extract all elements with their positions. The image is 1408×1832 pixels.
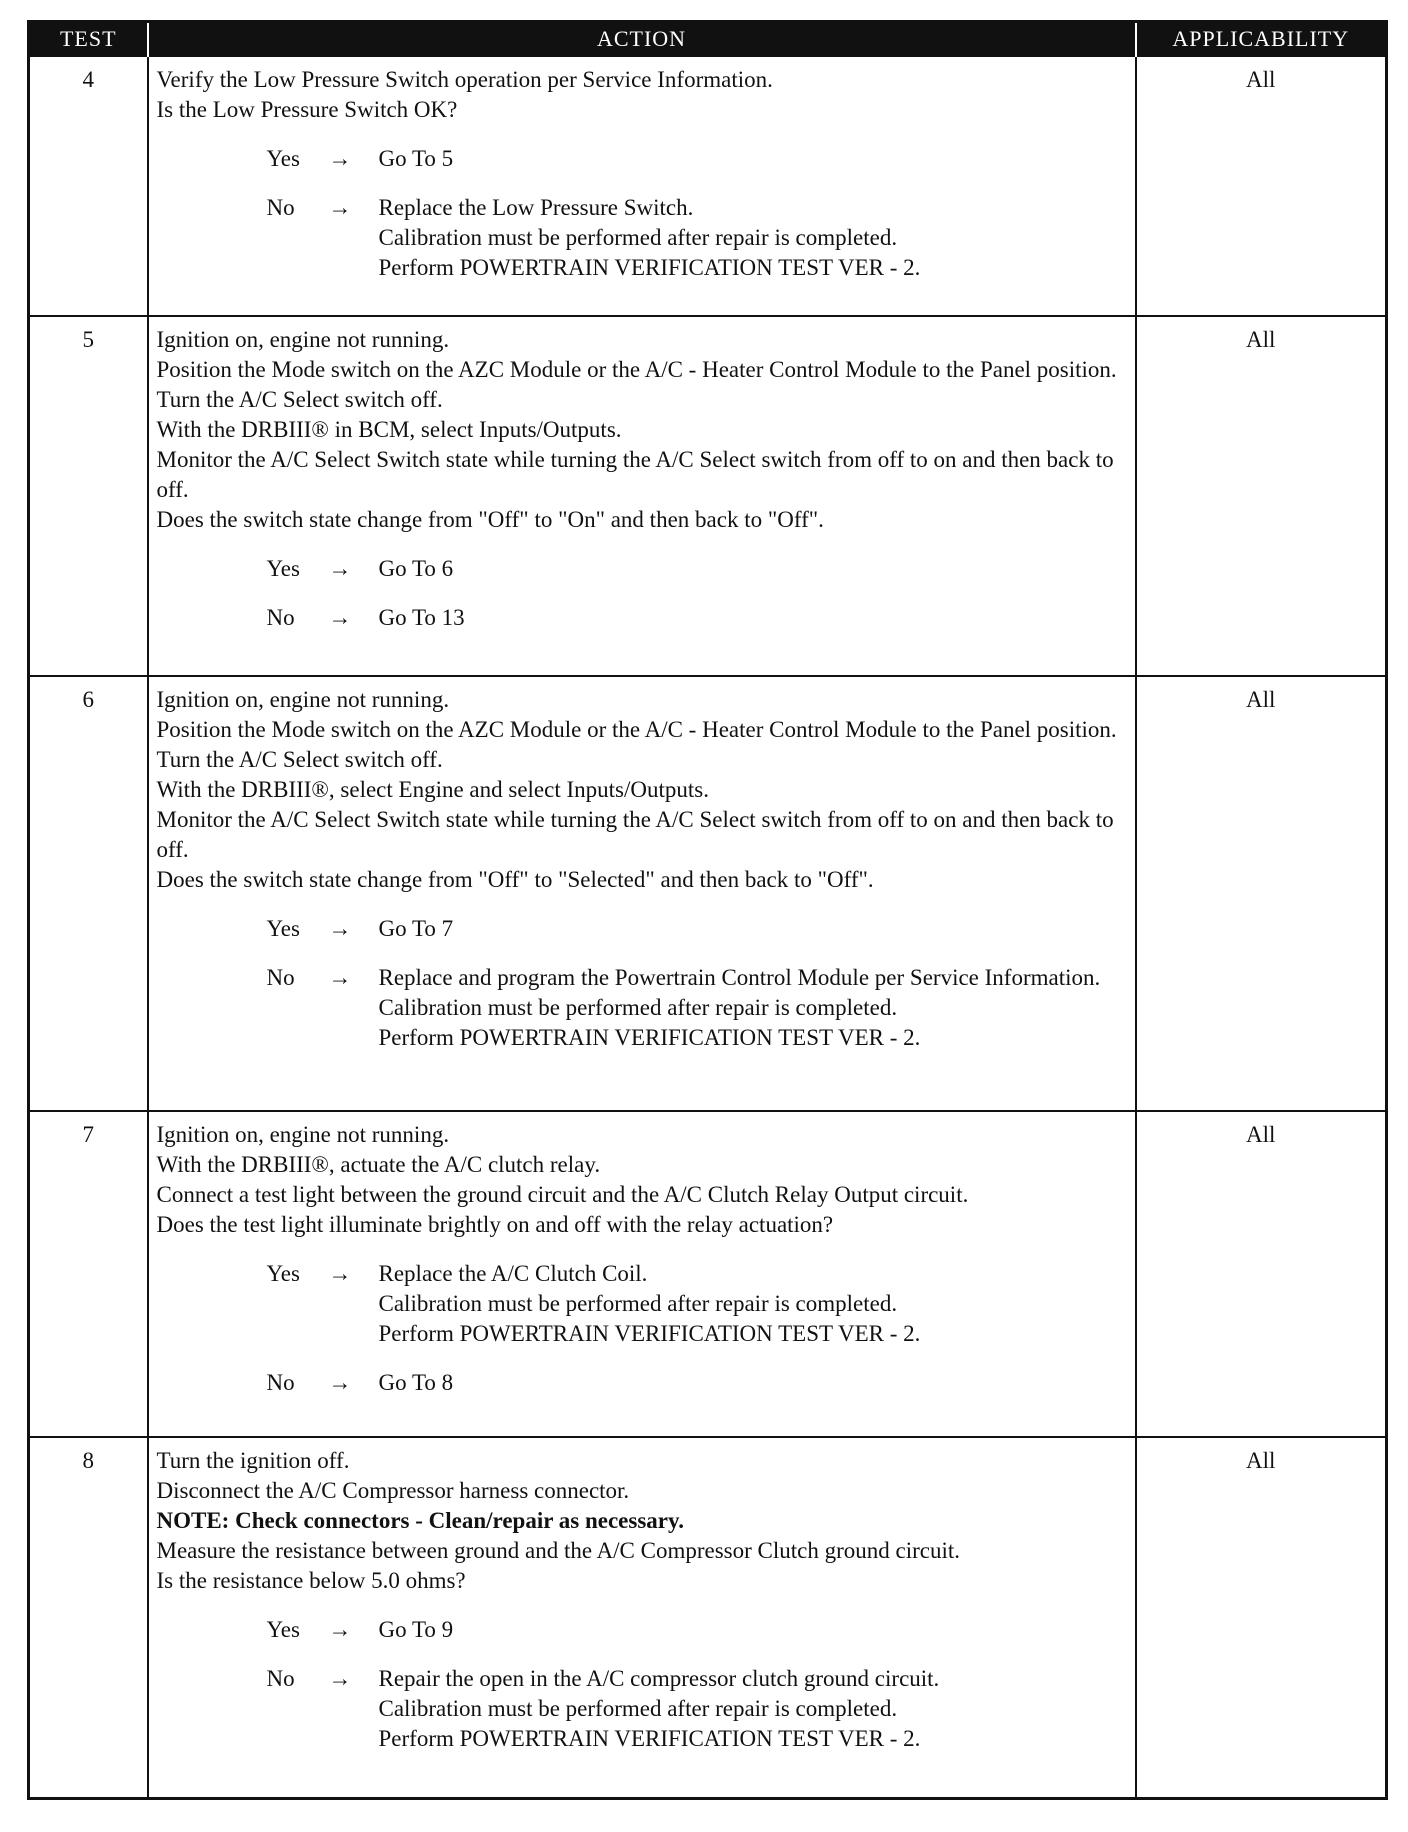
outcome-result bbox=[379, 193, 1127, 283]
action-note: NOTE: Check connectors - Clean/repair as necessary. bbox=[156, 1508, 684, 1534]
outcome-result bbox=[379, 963, 1127, 1053]
action-cell bbox=[148, 676, 1136, 1110]
action-line: Ignition on, engine not running. bbox=[156, 326, 450, 352]
outcome-line: Go To 6 bbox=[378, 555, 454, 581]
outcome-result bbox=[379, 1664, 1127, 1754]
table-body bbox=[29, 56, 1387, 1799]
outcome-line: Go To 9 bbox=[378, 1617, 454, 1643]
table-row bbox=[29, 56, 1387, 316]
outcome-line: Replace the Low Pressure Switch. bbox=[378, 195, 694, 220]
arrow-right-icon: → bbox=[328, 1666, 352, 1692]
action-line: Monitor the A/C Select Switch state while turning the A/C Select switch from off to on and then back to off. bbox=[156, 807, 1114, 863]
outcome-line: Replace the A/C Clutch Coil. bbox=[378, 1260, 648, 1286]
test-number: 4 bbox=[29, 56, 148, 316]
outcome-label: No bbox=[266, 604, 295, 630]
arrow-right-icon: → bbox=[328, 1617, 352, 1643]
applicability-cell: All bbox=[1136, 676, 1387, 1110]
outcome-result bbox=[379, 1259, 1127, 1349]
outcome-yes bbox=[267, 554, 1127, 584]
outcome-line: Replace and program the Powertrain Control Module per Service Information. bbox=[378, 965, 1101, 991]
action-line: Disconnect the A/C Compressor harness connector. bbox=[156, 1478, 630, 1504]
action-line: Turn the A/C Select switch off. bbox=[156, 386, 443, 412]
outcome-result bbox=[379, 144, 1127, 174]
outcome-no bbox=[267, 603, 1127, 633]
action-line: Monitor the A/C Select Switch state while turning the A/C Select switch from off to on and then back to off. bbox=[156, 446, 1114, 502]
outcome-line: Perform POWERTRAIN VERIFICATION TEST VER - 2. bbox=[378, 1726, 921, 1752]
applicability-cell: All bbox=[1136, 1111, 1387, 1438]
action-line: Is the resistance below 5.0 ohms? bbox=[156, 1568, 466, 1594]
outcome-label: No bbox=[266, 965, 295, 991]
outcome-label: Yes bbox=[266, 916, 300, 942]
outcome-no bbox=[267, 1664, 1127, 1754]
action-line: Position the Mode switch on the AZC Module or the A/C - Heater Control Module to the Panel position. bbox=[156, 356, 1117, 382]
outcome-line: Go To 5 bbox=[378, 146, 454, 171]
action-line: Is the Low Pressure Switch OK? bbox=[156, 97, 458, 122]
action-line: With the DRBIII® in BCM, select Inputs/Outputs. bbox=[156, 416, 622, 442]
outcome-line: Calibration must be performed after repair is completed. bbox=[378, 1696, 898, 1722]
outcome-no bbox=[267, 193, 1127, 283]
test-number: 5 bbox=[29, 316, 148, 676]
action-line: Connect a test light between the ground circuit and the A/C Clutch Relay Output circuit. bbox=[156, 1181, 969, 1207]
outcome-yes bbox=[267, 144, 1127, 174]
outcome-label: Yes bbox=[266, 1617, 300, 1643]
outcome-line: Calibration must be performed after repair is completed. bbox=[378, 995, 898, 1021]
action-cell bbox=[148, 1437, 1136, 1798]
action-line: With the DRBIII®, actuate the A/C clutch relay. bbox=[156, 1151, 601, 1177]
outcome-line: Calibration must be performed after repair is completed. bbox=[378, 1290, 898, 1316]
action-line: Turn the ignition off. bbox=[156, 1448, 350, 1474]
applicability-cell: All bbox=[1136, 1437, 1387, 1798]
outcome-result bbox=[379, 554, 1127, 584]
arrow-right-icon: → bbox=[328, 1369, 352, 1395]
outcome-line: Perform POWERTRAIN VERIFICATION TEST VER - 2. bbox=[378, 1320, 921, 1346]
outcome-yes bbox=[267, 914, 1127, 944]
table-row bbox=[29, 316, 1387, 676]
applicability-cell: All bbox=[1136, 316, 1387, 676]
table-row bbox=[29, 1111, 1387, 1438]
outcome-line: Go To 8 bbox=[378, 1369, 454, 1395]
outcome-result bbox=[379, 603, 1127, 633]
action-cell bbox=[148, 56, 1136, 316]
action-line: Turn the A/C Select switch off. bbox=[156, 747, 443, 773]
arrow-right-icon: → bbox=[328, 604, 352, 630]
outcome-line: Repair the open in the A/C compressor clutch ground circuit. bbox=[378, 1666, 940, 1692]
action-line: Ignition on, engine not running. bbox=[156, 1121, 450, 1147]
header-applicability: APPLICABILITY bbox=[1136, 22, 1387, 57]
outcome-label: Yes bbox=[266, 146, 300, 171]
action-line: Position the Mode switch on the AZC Module or the A/C - Heater Control Module to the Panel position. bbox=[156, 717, 1117, 743]
arrow-right-icon: → bbox=[328, 195, 352, 220]
outcome-label: No bbox=[266, 1369, 295, 1395]
outcome-line: Go To 7 bbox=[378, 916, 454, 942]
arrow-right-icon: → bbox=[328, 146, 352, 171]
arrow-right-icon: → bbox=[328, 555, 352, 581]
applicability-cell: All bbox=[1136, 56, 1387, 316]
action-line: Ignition on, engine not running. bbox=[156, 687, 450, 713]
test-number: 7 bbox=[29, 1111, 148, 1438]
outcome-label: Yes bbox=[266, 555, 300, 581]
outcome-result bbox=[379, 914, 1127, 944]
action-cell bbox=[148, 1111, 1136, 1438]
outcome-line: Perform POWERTRAIN VERIFICATION TEST VER - 2. bbox=[378, 1025, 921, 1051]
test-number: 8 bbox=[29, 1437, 148, 1798]
arrow-right-icon: → bbox=[328, 965, 352, 991]
outcome-line: Calibration must be performed after repair is completed. bbox=[378, 225, 898, 250]
outcome-label: Yes bbox=[266, 1260, 300, 1286]
table-header-row bbox=[29, 22, 1387, 57]
table-row bbox=[29, 676, 1387, 1110]
action-line: Does the switch state change from "Off" to "On" and then back to "Off". bbox=[156, 506, 824, 532]
diagnostic-test-table bbox=[27, 20, 1388, 1800]
action-line: Measure the resistance between ground and the A/C Compressor Clutch ground circuit. bbox=[156, 1538, 961, 1564]
outcome-result bbox=[379, 1615, 1127, 1645]
outcome-label: No bbox=[266, 1666, 295, 1692]
outcome-label: No bbox=[266, 195, 295, 220]
outcome-line: Perform POWERTRAIN VERIFICATION TEST VER - 2. bbox=[378, 255, 921, 280]
action-line: Verify the Low Pressure Switch operation per Service Information. bbox=[156, 67, 773, 92]
arrow-right-icon: → bbox=[328, 916, 352, 942]
action-line: Does the switch state change from "Off" to "Selected" and then back to "Off". bbox=[156, 867, 874, 893]
outcome-no bbox=[267, 963, 1127, 1053]
test-number: 6 bbox=[29, 676, 148, 1110]
outcome-result bbox=[379, 1368, 1127, 1398]
header-test: TEST bbox=[29, 22, 148, 57]
action-line: With the DRBIII®, select Engine and select Inputs/Outputs. bbox=[156, 777, 709, 803]
action-cell bbox=[148, 316, 1136, 676]
outcome-yes bbox=[267, 1615, 1127, 1645]
header-action: ACTION bbox=[148, 22, 1136, 57]
arrow-right-icon: → bbox=[328, 1260, 352, 1286]
outcome-yes bbox=[267, 1259, 1127, 1349]
outcome-no bbox=[267, 1368, 1127, 1398]
table-row bbox=[29, 1437, 1387, 1798]
action-line: Does the test light illuminate brightly on and off with the relay actuation? bbox=[156, 1211, 834, 1237]
outcome-line: Go To 13 bbox=[378, 604, 465, 630]
